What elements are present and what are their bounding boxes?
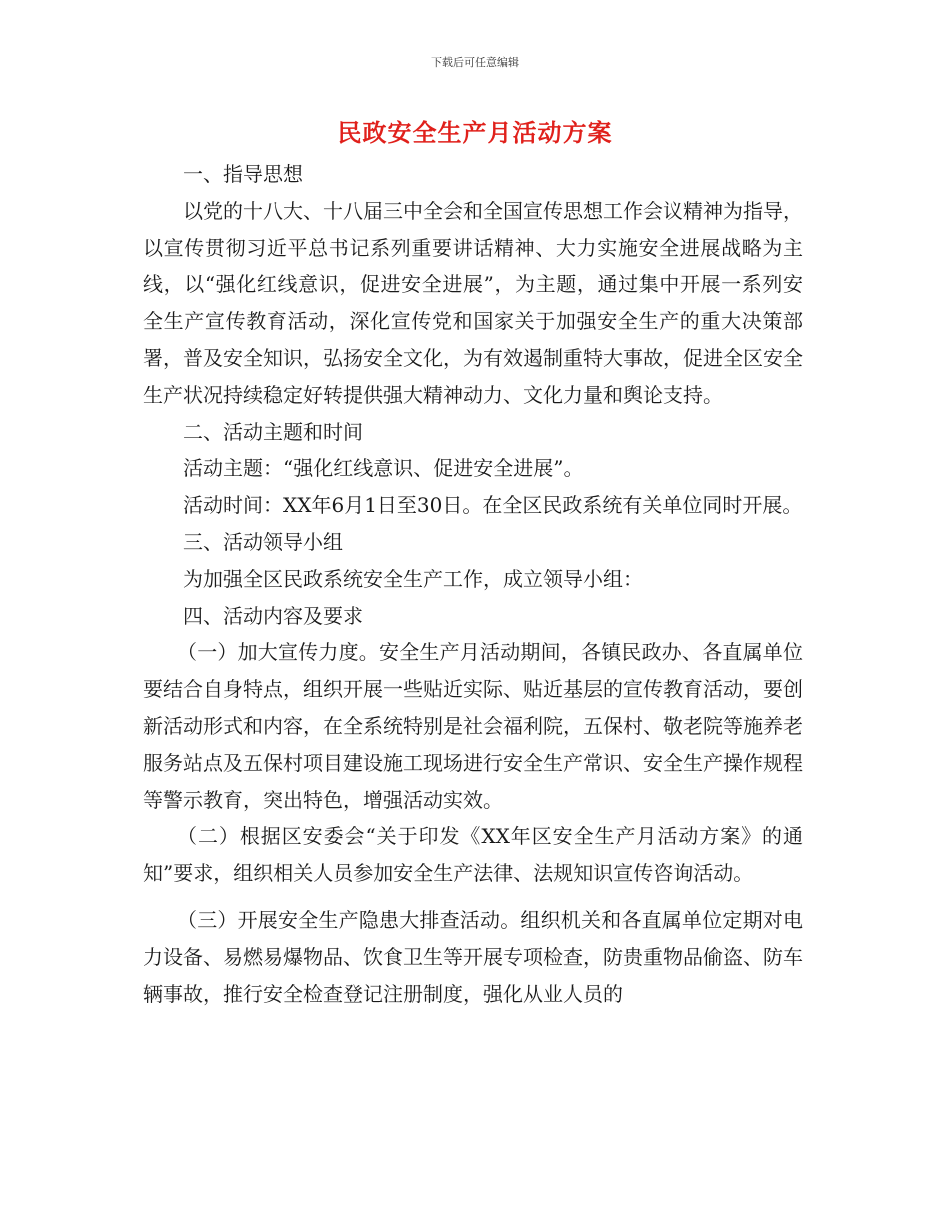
paragraph-item-3: （三）开展安全生产隐患大排查活动。组织机关和各直属单位定期对电力设备、易燃易爆物品、饮食卫生等开展专项检查，防贵重物品偷盗、防车辆事故，推行安全检查登记注册制度，强化从业人员的	[143, 907, 803, 1006]
section-heading-content-and-requirements: 四、活动内容及要求	[183, 603, 363, 628]
paragraph-activity-theme: 活动主题：“强化红线意识、促进安全进展”。	[183, 456, 584, 481]
section-heading-guiding-ideology: 一、指导思想	[183, 162, 303, 186]
header-note: 下载后可任意编辑	[431, 56, 519, 69]
paragraph-leading-group: 为加强全区民政系统安全生产工作，成立领导小组：	[183, 566, 643, 591]
paragraph-guiding-ideology: 以党的十八大、十八届三中全会和全国宣传思想工作会议精神为指导，以宣传贯彻习近平总书记系列重要讲话精神、大力实施安全进展战略为主线，以“强化红线意识，促进安全进展”，为主题，通过集中开展一系列安全生产宣传教育活动，深化宣传党和国家关于加强安全生产的重大决策部署，普及安全知识，弘扬安全文化，为有效遏制重特大事故，促进全区安全生产状况持续稳定好转提供强大精神动力、文化力量和舆论支持。	[143, 198, 803, 407]
section-heading-theme-and-time: 二、活动主题和时间	[183, 419, 363, 444]
paragraph-item-1: （一）加大宣传力度。安全生产月活动期间，各镇民政办、各直属单位要结合自身特点，组织开展一些贴近实际、贴近基层的宣传教育活动，要创新活动形式和内容，在全系统特别是社会福利院，五保村、敬老院等施养老服务站点及五保村项目建设施工现场进行安全生产常识、安全生产操作规程等警示教育，突出特色，增强活动实效。	[143, 640, 803, 812]
document-body	[143, 156, 803, 1012]
paragraph-activity-time: 活动时间：XX年6月1日至30日。在全区民政系统有关单位同时开展。	[183, 493, 803, 518]
section-heading-leading-group: 三、活动领导小组	[183, 529, 343, 554]
paragraph-item-2: （二）根据区安委会“关于印发《XX年区安全生产月活动方案》的通知”要求，组织相关人员参加安全生产法律、法规知识宣传咨询活动。	[143, 824, 803, 886]
document-title: 民政安全生产月活动方案	[337, 118, 613, 147]
